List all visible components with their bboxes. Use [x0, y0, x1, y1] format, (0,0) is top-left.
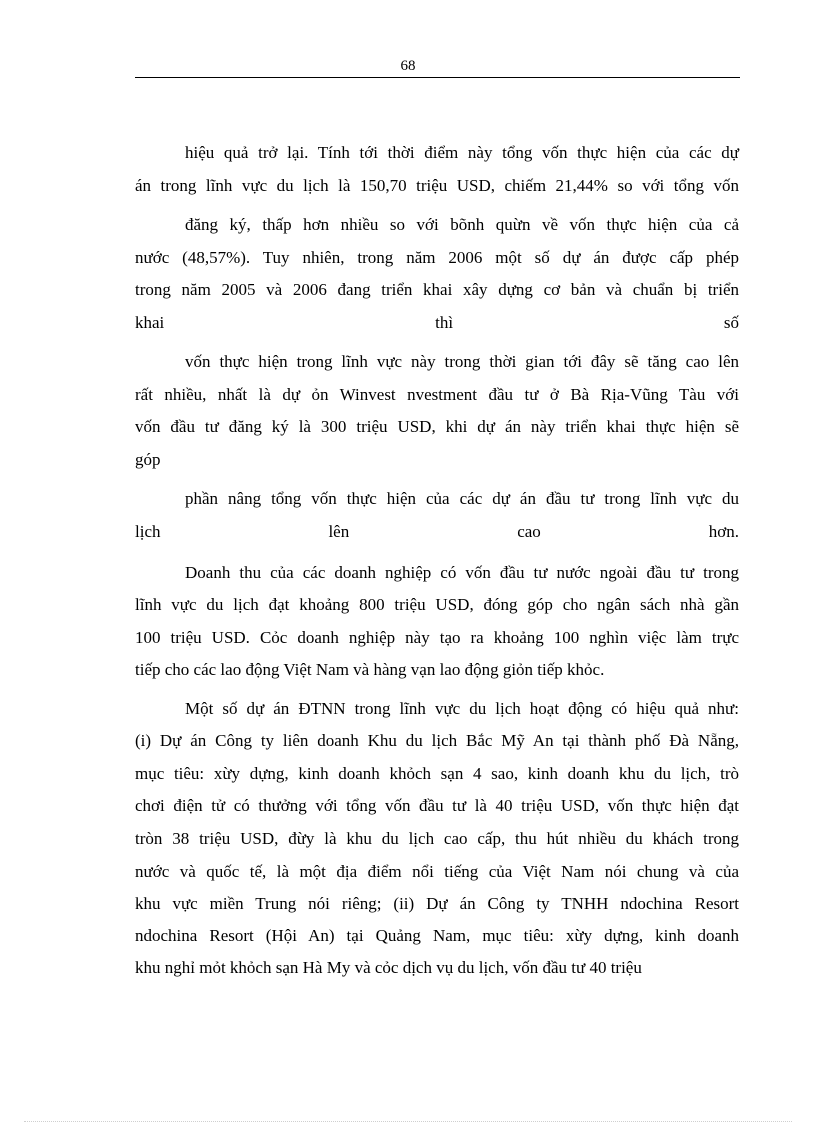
text-line: khu nghỉ mỏt khỏch sạn Hà My và cỏc dịch vụ du lịch, vốn đầu tư 40 triệu — [135, 958, 642, 977]
text-line: trong năm 2005 và 2006 đang triển khai xây dựng cơ bản và chuẩn bị triển — [135, 280, 739, 299]
page-number: 68 — [400, 58, 416, 74]
text-line: chơi điện tử có thưởng với tổng vốn đầu tư là 40 triệu USD, vốn thực hiện đạt — [135, 796, 739, 815]
text-line: khu vực miền Trung nói riêng; (ii) Dự án Công ty TNHH ndochina Resort — [135, 894, 739, 913]
text-line: rất nhiều, nhất là dự ỏn Winvest nvestment đầu tư ở Bà Rịa-Vũng Tàu với — [135, 385, 739, 404]
text-line: vốn thực hiện trong lĩnh vực này trong thời gian tới đây sẽ tăng cao lên — [185, 352, 739, 371]
text-line: hiệu quả trở lại. Tính tới thời điểm này tổng vốn thực hiện của các dự — [185, 143, 739, 162]
text-line: án trong lĩnh vực du lịch là 150,70 triệu USD, chiếm 21,44% so với tổng vốn — [135, 176, 739, 195]
text-line: vốn đầu tư đăng ký là 300 triệu USD, khi dự án này triển khai thực hiện sẽ — [135, 417, 739, 436]
text-line: ndochina Resort (Hội An) tại Quảng Nam, mục tiêu: xừy dựng, kinh doanh — [135, 926, 739, 945]
text-line: khai thì số — [135, 313, 739, 332]
text-line: góp — [135, 450, 161, 469]
text-line: 100 triệu USD. Cỏc doanh nghiệp này tạo ra khoảng 100 nghìn việc làm trực — [135, 628, 739, 647]
text-line: đăng ký, thấp hơn nhiều so với bõnh quừn về vốn thực hiện của cả — [185, 215, 739, 234]
text-line: nước (48,57%). Tuy nhiên, trong năm 2006 một số dự án được cấp phép — [135, 248, 739, 267]
text-line: (i) Dự án Công ty liên doanh Khu du lịch Bắc Mỹ An tại thành phố Đà Nẵng, — [135, 731, 739, 750]
text-line: Một số dự án ĐTNN trong lĩnh vực du lịch hoạt động có hiệu quả như: — [185, 699, 739, 718]
text-line: phần nâng tổng vốn thực hiện của các dự án đầu tư trong lĩnh vực du — [185, 489, 739, 508]
bottom-rule — [24, 1121, 792, 1122]
text-line: lĩnh vực du lịch đạt khoảng 800 triệu USD, đóng góp cho ngân sách nhà gần — [135, 595, 739, 614]
text-line: mục tiêu: xừy dựng, kinh doanh khỏch sạn 4 sao, kinh doanh khu du lịch, trò — [135, 764, 739, 783]
text-line: tròn 38 triệu USD, đừy là khu du lịch cao cấp, thu hút nhiều du khách trong — [135, 829, 739, 848]
header-rule — [135, 77, 740, 78]
text-line: Doanh thu của các doanh nghiệp có vốn đầu tư nước ngoài đầu tư trong — [185, 563, 739, 582]
text-line: nước và quốc tế, là một địa điểm nổi tiếng của Việt Nam nói chung và của — [135, 862, 739, 881]
text-line: tiếp cho các lao động Việt Nam và hàng vạn lao động giỏn tiếp khỏc. — [135, 660, 605, 679]
text-line: lịch lên cao hơn. — [135, 522, 739, 541]
